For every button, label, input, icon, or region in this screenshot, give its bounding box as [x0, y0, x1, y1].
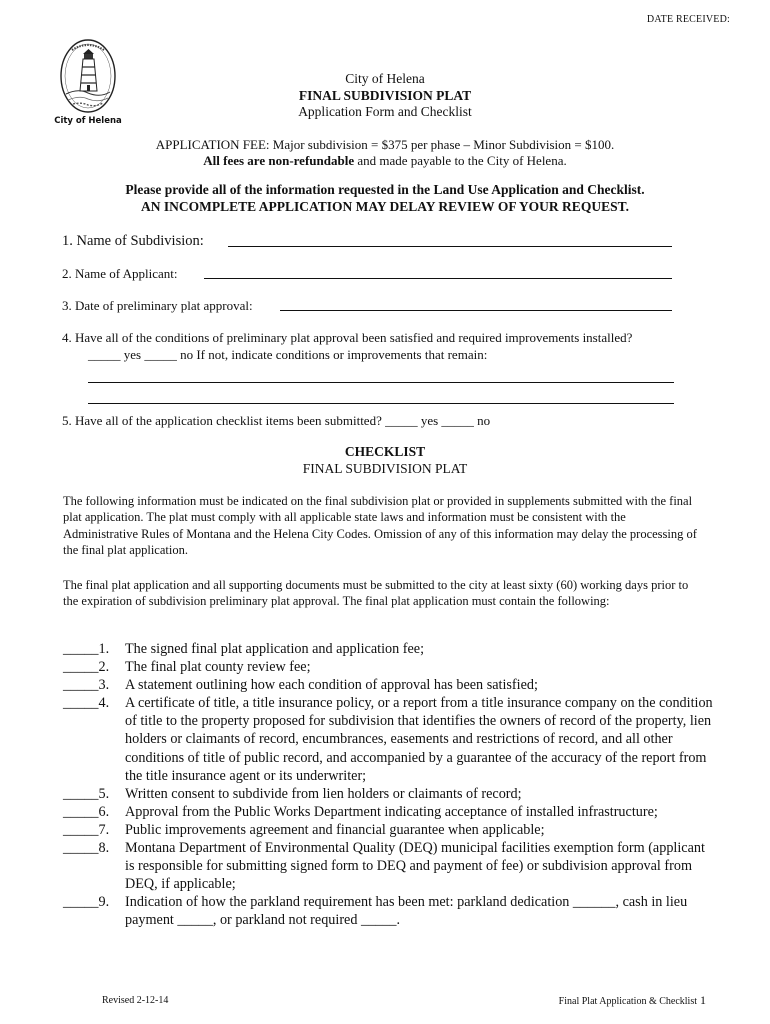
checklist-item [63, 893, 713, 929]
question-checklist-submitted[interactable]: 5. Have all of the application checklist items been submitted? _____ yes _____ no [62, 413, 491, 428]
checklist-item-blank[interactable]: _____3. [63, 677, 110, 694]
checklist-item-text: A certificate of title, a title insurance policy, or a report from a title insurance company on the condition of title to the property proposed for subdivision that identifies the owners of record of the property, lien holders or claimants of record, encumbrances, easements and restrictions of record, and all other conditions of title of public record, and accompanied by a guarantee of the accuracy of the report from the title insurance agent or its underwriter; [125, 695, 713, 784]
preliminary-date-field[interactable] [280, 310, 672, 311]
page-subtitle: Application Form and Checklist [298, 104, 472, 119]
checklist-item [63, 803, 713, 821]
checklist-item-blank[interactable]: _____2. [63, 659, 110, 676]
checklist-item-blank[interactable]: _____7. [63, 821, 110, 838]
checklist-item [63, 658, 713, 676]
checklist-item-text: The final plat county review fee; [125, 659, 311, 676]
remaining-conditions-field-1[interactable] [88, 382, 674, 383]
page-number: 1 [700, 993, 706, 1007]
checklist-item-text: The signed final plat application and application fee; [125, 641, 425, 657]
document-name: Final Plat Application & Checklist [558, 996, 697, 1007]
checklist-item [63, 821, 713, 839]
checklist-item-blank[interactable]: _____4. [63, 695, 110, 712]
checklist-item-text: Public improvements agreement and financial guarantee when applicable; [125, 821, 545, 838]
application-fee-line: APPLICATION FEE: Major subdivision = $375 per phase – Minor Subdivision = $100. [155, 137, 615, 152]
non-refundable-text: All fees are non-refundable [203, 153, 355, 168]
checklist-item-blank[interactable]: _____5. [63, 785, 110, 802]
page-title: FINAL SUBDIVISION PLAT [298, 88, 472, 103]
checklist-subtitle: FINAL SUBDIVISION PLAT [302, 461, 468, 476]
date-received-label: DATE RECEIVED: [646, 14, 730, 25]
checklist-item-text: Approval from the Public Works Department indicating acceptance of installed infrastructure; [125, 803, 658, 820]
checklist-intro-paragraph: The following information must be indicated on the final subdivision plat or provided in supplements submitted with the final plat application. The plat must comply with all applicable state laws and information must be consistent with the Administrative Rules of Montana and the Helena City Codes. Omission of any of this information may delay the processing of the final plat application. [63, 494, 697, 558]
question-applicant-name: 2. Name of Applicant: [62, 266, 178, 281]
checklist-title: CHECKLIST [344, 444, 426, 459]
checklist-item-blank[interactable]: _____9. [63, 894, 110, 911]
question-subdivision-name: 1. Name of Subdivision: [62, 233, 204, 249]
checklist-item-blank[interactable]: _____8. [63, 840, 110, 857]
city-heading: City of Helena [345, 71, 425, 86]
checklist-item-text: Indication of how the parkland requirement has been met: parkland dedication ______, cash in lieu payment _____, or parkland not required _____. [125, 894, 688, 929]
applicant-name-field[interactable] [204, 278, 672, 279]
checklist-items [63, 640, 713, 930]
subdivision-name-field[interactable] [228, 246, 672, 247]
checklist-item [63, 694, 713, 784]
checklist-item-blank[interactable]: _____1. [63, 641, 110, 657]
checklist-item [63, 839, 713, 893]
revision-date: Revised 2-12-14 [102, 995, 169, 1006]
question-conditions-satisfied: 4. Have all of the conditions of preliminary plat approval been satisfied and required improvements installed? [62, 330, 633, 345]
checklist-item [63, 640, 713, 658]
checklist-item [63, 785, 713, 803]
remaining-conditions-field-2[interactable] [88, 403, 674, 404]
checklist-item-text: Montana Department of Environmental Quality (DEQ) municipal facilities exemption form (applicant is responsible for submitting signed form to DEQ and payment of fee) or subdivision approval from DEQ, if applicable; [125, 840, 705, 893]
question-preliminary-date: 3. Date of preliminary plat approval: [62, 298, 253, 313]
page-footer [559, 993, 706, 1008]
fee-refund-note [0, 153, 770, 169]
submission-deadline-paragraph: The final plat application and all supporting documents must be submitted to the city at least sixty (60) working days prior to the expiration of subdivision preliminary plat approval. The final plat application must contain the following: [63, 578, 689, 609]
logo-caption: City of Helena [54, 116, 122, 126]
incomplete-warning: AN INCOMPLETE APPLICATION MAY DELAY REVIEW OF YOUR REQUEST. [141, 199, 629, 214]
checklist-item [63, 676, 713, 694]
conditions-yes-no[interactable]: _____ yes _____ no If not, indicate conditions or improvements that remain: [88, 347, 488, 362]
instructions-notice: Please provide all of the information requested in the Land Use Application and Checklist. [125, 182, 645, 197]
checklist-item-text: A statement outlining how each condition of approval has been satisfied; [125, 677, 538, 694]
checklist-item-blank[interactable]: _____6. [63, 803, 110, 820]
checklist-item-text: Written consent to subdivide from lien holders or claimants of record; [125, 785, 522, 802]
payable-text: and made payable to the City of Helena. [354, 153, 567, 168]
